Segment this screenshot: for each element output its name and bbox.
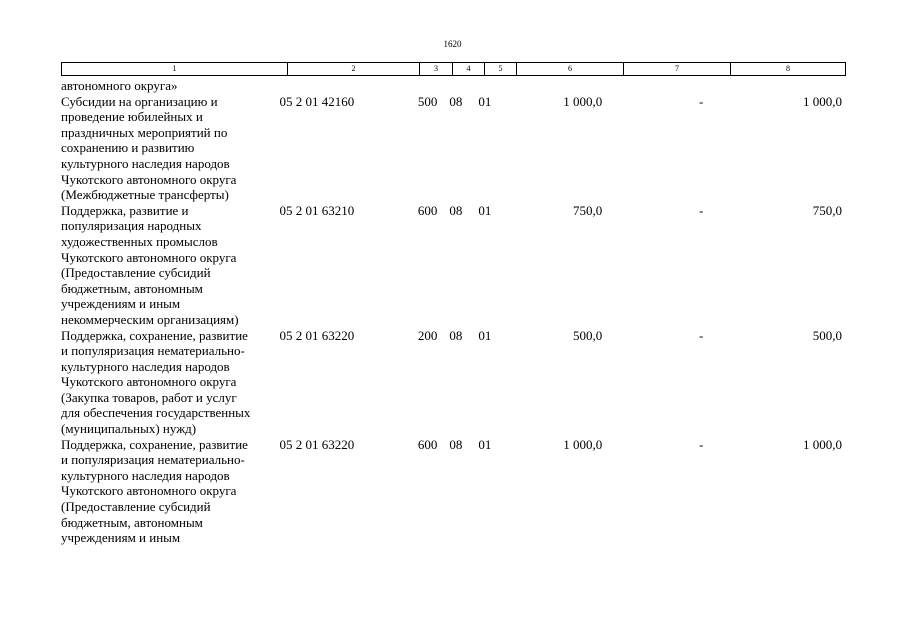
- row-col-8: 500,0: [812, 327, 843, 343]
- description-line: (Предоставление субсидий: [61, 265, 211, 281]
- table-row: [61, 203, 844, 328]
- row-col-6: 1 000,0: [563, 436, 603, 452]
- description-line: Поддержка, сохранение, развитие: [61, 327, 248, 343]
- description-line: бюджетным, автономным: [61, 514, 203, 530]
- header-col-7: 7: [624, 63, 731, 75]
- description-line: и популяризация нематериально-: [61, 452, 245, 468]
- table-body: [61, 78, 844, 546]
- row-col-4: 08: [449, 436, 463, 452]
- description-line: культурного наследия народов: [61, 358, 230, 374]
- description-line: Чукотского автономного округа: [61, 249, 237, 265]
- row-col-8: 1 000,0: [803, 93, 843, 109]
- description-line: Поддержка, сохранение, развитие: [61, 436, 248, 452]
- description-line: (Предоставление субсидий: [61, 499, 211, 515]
- header-col-4: 4: [453, 63, 485, 75]
- row-col-5: 01: [478, 93, 492, 109]
- table-header: [61, 62, 846, 76]
- row-description: [61, 437, 279, 546]
- description-line: Поддержка, развитие и: [61, 202, 189, 218]
- row-col-7: -: [699, 327, 704, 343]
- row-col-6: 750,0: [573, 202, 603, 218]
- row-description: [61, 328, 279, 437]
- data-rows: [61, 94, 844, 546]
- row-col-3: 600: [417, 436, 438, 452]
- description-line: культурного наследия народов: [61, 467, 230, 483]
- header-col-5: 5: [485, 63, 517, 75]
- table-row: [61, 94, 844, 203]
- header-col-1: 1: [62, 63, 288, 75]
- row-col-5: 01: [478, 327, 492, 343]
- row-col-3: 600: [417, 202, 438, 218]
- row-code: 05 2 01 42160: [279, 93, 355, 109]
- row-col-7: -: [699, 436, 704, 452]
- description-line: культурного наследия народов: [61, 155, 230, 171]
- continuation-row: [61, 78, 844, 94]
- table-row: [61, 437, 844, 546]
- description-line: некоммерческим организациям): [61, 311, 239, 327]
- row-col-7: -: [699, 202, 704, 218]
- header-col-6: 6: [517, 63, 624, 75]
- header-col-8: 8: [786, 64, 790, 73]
- description-line: Чукотского автономного округа: [61, 374, 237, 390]
- description-line: учреждениям и иным: [61, 296, 181, 312]
- description-line: (муниципальных) нужд): [61, 421, 197, 437]
- description-line: популяризация народных: [61, 218, 202, 234]
- continuation-text: автономного округа»: [61, 78, 178, 93]
- description-line: Чукотского автономного округа: [61, 171, 237, 187]
- description-line: праздничных мероприятий по: [61, 124, 228, 140]
- row-col-4: 08: [449, 93, 463, 109]
- row-col-4: 08: [449, 202, 463, 218]
- table-row: [61, 328, 844, 437]
- page-number: 1620: [443, 39, 462, 49]
- description-line: Субсидии на организацию и: [61, 93, 218, 109]
- description-line: учреждениям и иным: [61, 530, 181, 546]
- row-col-3: 500: [417, 93, 438, 109]
- description-line: и популяризация нематериально-: [61, 343, 245, 359]
- row-code: 05 2 01 63220: [279, 327, 355, 343]
- description-line: художественных промыслов: [61, 233, 218, 249]
- row-description: [61, 203, 279, 328]
- description-line: бюджетным, автономным: [61, 280, 203, 296]
- row-description: [61, 94, 279, 203]
- row-col-5: 01: [478, 436, 492, 452]
- row-col-4: 08: [449, 327, 463, 343]
- description-line: (Межбюджетные трансферты): [61, 187, 229, 203]
- row-col-3: 200: [417, 327, 438, 343]
- description-line: Чукотского автономного округа: [61, 483, 237, 499]
- row-col-7: -: [699, 93, 704, 109]
- description-line: сохранению и развитию: [61, 140, 195, 156]
- row-col-6: 1 000,0: [563, 93, 603, 109]
- row-col-6: 500,0: [573, 327, 603, 343]
- header-col-2: 2: [288, 63, 420, 75]
- description-line: проведение юбилейных и: [61, 109, 203, 125]
- row-col-5: 01: [478, 202, 492, 218]
- description-line: (Закупка товаров, работ и услуг: [61, 389, 237, 405]
- description-line: для обеспечения государственных: [61, 405, 251, 421]
- row-code: 05 2 01 63220: [279, 436, 355, 452]
- row-col-8: 1 000,0: [803, 436, 843, 452]
- header-col-3: 3: [420, 63, 453, 75]
- row-col-8: 750,0: [812, 202, 843, 218]
- row-code: 05 2 01 63210: [279, 202, 355, 218]
